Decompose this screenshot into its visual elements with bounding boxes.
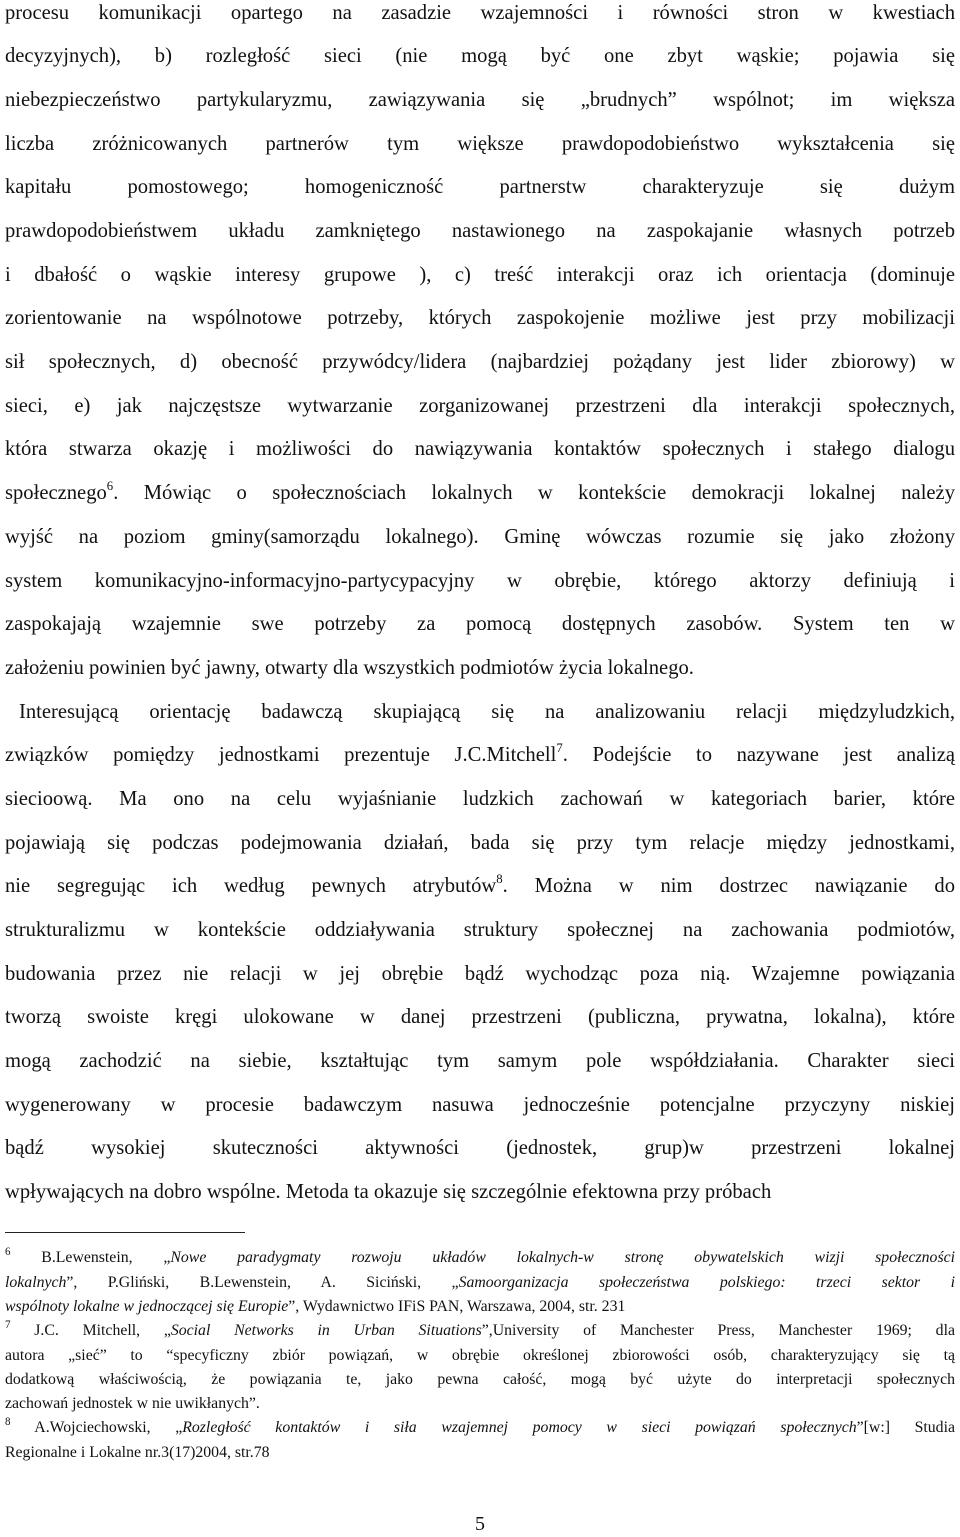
footnote-title: Social Networks in Urban Situations <box>170 1322 482 1339</box>
body-line <box>5 480 955 506</box>
body-line <box>5 742 955 768</box>
body-text-segment: . Można w nim dostrzec nawiązanie do <box>502 875 955 897</box>
body-line: zaspokajają wzajemnie swe potrzeby za pomocą dostępnych zasobów. System ten w <box>5 613 955 635</box>
body-line: która stwarza okazję i możliwości do nawiązywania kontaktów społecznych i stałego dialogu <box>5 438 955 460</box>
footnote-title: wspólnoty lokalne w jednoczącej się Europie <box>5 1298 289 1315</box>
body-line: pojawiają się podczas podejmowania działań, bada się przy tym relacje między jednostkami, <box>5 832 955 854</box>
body-line: strukturalizmu w kontekście oddziaływania struktury społecznej na zachowania podmiotów, <box>5 919 955 941</box>
body-text-segment: nie segregując ich według pewnych atrybutów <box>5 875 497 897</box>
body-line: założeniu powinien być jawny, otwarty dla wszystkich podmiotów życia lokalnego. <box>5 657 694 679</box>
body-line: tworzą swoiste kręgi ulokowane w danej przestrzeni (publiczna, prywatna, lokalna), które <box>5 1006 955 1028</box>
page-number: 5 <box>475 1513 485 1535</box>
footnote-text: B.Lewenstein, „ <box>10 1249 171 1266</box>
body-line: siecioową. Ma ono na celu wyjaśnianie ludzkich zachowań w kategoriach barier, które <box>5 788 955 810</box>
body-text-segment: . Podejście to nazywane jest analizą <box>562 744 955 766</box>
body-line: decyzyjnych), b) rozległość sieci (nie mogą być one zbyt wąskie; pojawia się <box>5 45 955 67</box>
body-line: Interesującą orientację badawczą skupiającą się na analizowaniu relacji międzyludzkich, <box>19 701 955 723</box>
body-text-segment: społecznego <box>5 482 107 504</box>
body-line: prawdopodobieństwem układu zamkniętego nastawionego na zaspokajanie własnych potrzeb <box>5 220 955 242</box>
body-line: budowania przez nie relacji w jej obrębie bądź wychodząc poza nią. Wzajemne powiązania <box>5 963 955 985</box>
footnote-title: Rozległość kontaktów i siła wzajemnej pomocy w sieci powiązań społecznych <box>182 1419 857 1436</box>
body-line: niebezpieczeństwo partykularyzmu, zawiązywania się „brudnych” wspólnot; im większa <box>5 89 955 111</box>
footnote-separator <box>5 1232 245 1233</box>
footnote-6-line-3 <box>5 1297 955 1316</box>
body-line: wpływających na dobro wspólne. Metoda ta okazuje się szczególnie efektowna przy próbach <box>5 1181 772 1203</box>
body-line: bądź wysokiej skuteczności aktywności (jednostek, grup)w przestrzeni lokalnej <box>5 1137 955 1159</box>
body-line: sił społecznych, d) obecność przywódcy/lidera (najbardziej pożądany jest lider zbiorowy) w <box>5 351 955 373</box>
body-line: procesu komunikacji opartego na zasadzie wzajemności i równości stron w kwestiach <box>5 2 955 24</box>
body-line <box>5 873 955 899</box>
footnote-title: Samoorganizacja społeczeństwa polskiego: trzeci sektor i <box>458 1274 955 1291</box>
footnote-7-line-4: zachowań jednostek w nie uwikłanych”. <box>5 1395 260 1412</box>
footnote-7-line-2: autora „sieć” to “specyficzny zbiór powiązań, w obrębie określonej zbiorowości osób, charakteryzujący się tą <box>5 1347 955 1364</box>
footnote-reference: 8 <box>496 871 503 886</box>
footnote-8-line-1 <box>5 1415 955 1437</box>
body-line: sieci, e) jak najczęstsze wytwarzanie zorganizowanej przestrzeni dla interakcji społecznych, <box>5 395 955 417</box>
footnote-8-number: 8 <box>5 1415 11 1428</box>
footnote-reference: 7 <box>556 740 563 755</box>
body-line: i dbałość o wąskie interesy grupowe ), c) treść interakcji oraz ich orientacja (dominuje <box>5 264 955 286</box>
footnote-text: J.C. Mitchell, „ <box>10 1322 171 1339</box>
body-text-segment: . Mówiąc o społecznościach lokalnych w kontekście demokracji lokalnej należy <box>113 482 955 504</box>
footnote-text: ”[w:] Studia <box>856 1419 955 1436</box>
footnote-8-line-2: Regionalne i Lokalne nr.3(17)2004, str.78 <box>5 1444 270 1461</box>
footnote-7-line-3: dodatkową właściwością, że powiązania te, jako pewna całość, mogą być użyte do interpretacji społecznych <box>5 1371 955 1388</box>
body-line: wygenerowany w procesie badawczym nasuwa jednocześnie potencjalne przyczyny niskiej <box>5 1094 955 1116</box>
footnote-6-line-2 <box>5 1273 955 1292</box>
footnote-text: ”,University of Manchester Press, Manchester 1969; dla <box>481 1322 955 1339</box>
footnote-6-number: 6 <box>5 1245 11 1258</box>
body-line: liczba zróżnicowanych partnerów tym większe prawdopodobieństwo wykształcenia się <box>5 133 955 155</box>
footnote-reference: 6 <box>106 478 114 493</box>
footnote-text: ”, Wydawnictwo IFiS PAN, Warszawa, 2004, str. 231 <box>288 1298 626 1315</box>
body-line: mogą zachodzić na siebie, kształtując tym samym pole współdziałania. Charakter sieci <box>5 1050 955 1072</box>
footnote-7-number: 7 <box>5 1318 11 1331</box>
footnote-7-line-1 <box>5 1318 955 1340</box>
footnote-title: Nowe paradygmaty rozwoju układów lokalnych-w stronę obywatelskich wizji społeczności <box>170 1249 955 1266</box>
body-line: system komunikacyjno-informacyjno-partycypacyjny w obrębie, którego aktorzy definiują i <box>5 570 955 592</box>
footnote-text: A.Wojciechowski, „ <box>10 1419 183 1436</box>
body-text-segment: związków pomiędzy jednostkami prezentuje J.C.Mitchell <box>5 744 557 766</box>
footnote-6-line-1 <box>5 1245 955 1267</box>
footnote-text: ”, P.Gliński, B.Lewenstein, A. Siciński, „ <box>66 1274 459 1291</box>
body-line: zorientowanie na wspólnotowe potrzeby, których zaspokojenie możliwe jest przy mobilizacji <box>5 307 955 329</box>
body-line: wyjść na poziom gminy(samorządu lokalnego). Gminę wówczas rozumie się jako złożony <box>5 526 955 548</box>
body-line: kapitału pomostowego; homogeniczność partnerstw charakteryzuje się dużym <box>5 176 955 198</box>
footnote-title: lokalnych <box>5 1274 67 1291</box>
